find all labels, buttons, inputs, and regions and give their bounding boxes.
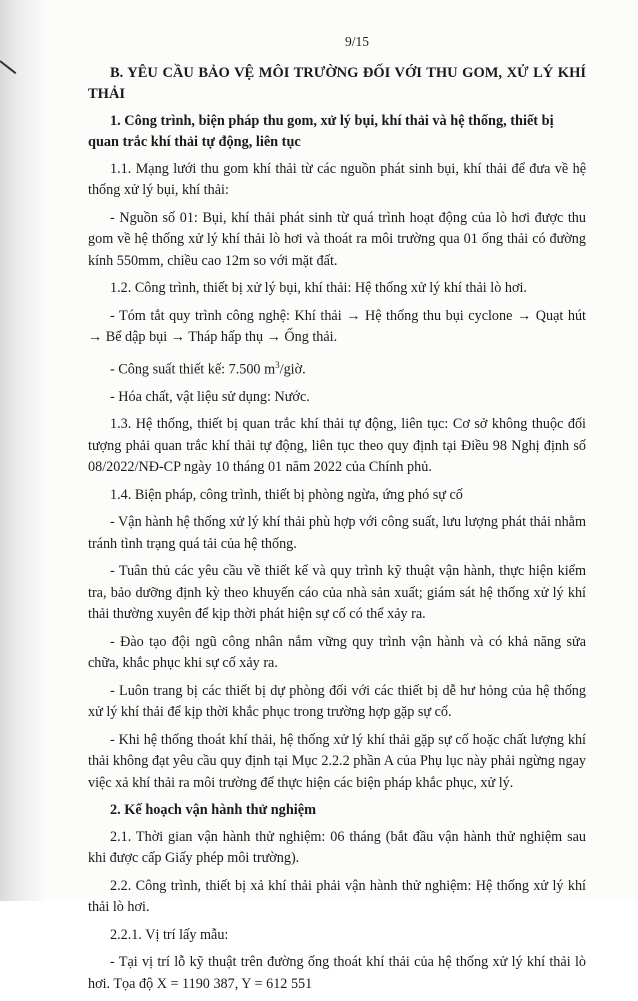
paragraph-1-2-chemicals: - Hóa chất, vật liệu sử dụng: Nước. (110, 388, 310, 405)
capacity-text: - Công suất thiết kế: 7.500 m (110, 361, 276, 378)
paragraph-1-4-c: - Đào tạo đội ngũ công nhân nắm vững quy trình vận hành và có khả năng sửa chữa, khắc phục khi sự cố xảy ra. (88, 633, 586, 672)
paragraph-1-4-b: - Tuân thủ các yêu cầu về thiết kế và quy trình kỹ thuật vận hành, thực hiện kiểm tra, bảo dưỡng định kỳ theo khuyến cáo của nhà sản xuất; giám sát hệ thống xử lý khí thải thường xuyên để kịp thời phát hiện sự cố có thể xảy ra. (88, 563, 586, 623)
paragraph-1-1-source: - Nguồn số 01: Bụi, khí thải phát sinh từ quá trình hoạt động của lò hơi được thu gom về hệ thống xử lý khí thải lò hơi và thoát ra môi trường qua 01 ống thải có đường kính 550mm, chiều cao 12m so với mặt đất. (88, 209, 586, 269)
paragraph-1-4: 1.4. Biện pháp, công trình, thiết bị phòng ngừa, ứng phó sự cố (110, 486, 463, 503)
page-number: 9/15 (344, 34, 369, 49)
capacity-unit: /giờ. (279, 361, 306, 378)
section-b-title: B. YÊU CẦU BẢO VỆ MÔI TRƯỜNG ĐỐI VỚI THU GOM, XỬ LÝ KHÍ THẢI (88, 64, 586, 102)
paragraph-2-2-1: 2.2.1. Vị trí lấy mẫu: (110, 926, 229, 943)
section-2-title: 2. Kế hoạch vận hành thử nghiệm (110, 802, 316, 819)
paragraph-2-1: 2.1. Thời gian vận hành thử nghiệm: 06 tháng (bắt đầu vận hành thử nghiệm sau khi được cấp Giấy phép môi trường). (88, 828, 586, 867)
scan-edge-shadow (0, 0, 44, 901)
capacity-superscript: 3 (275, 359, 280, 370)
paragraph-1-3: 1.3. Hệ thống, thiết bị quan trắc khí thải tự động, liên tục: Cơ sở không thuộc đối tượng phải quan trắc khí thải tự động, liên tục theo quy định tại Điều 98 Nghị định số 08/2022/NĐ-CP ngày 10 tháng 01 năm 2022 của Chính phủ. (88, 416, 586, 476)
paragraph-2-2: 2.2. Công trình, thiết bị xả khí thải phải vận hành thử nghiệm: Hệ thống xử lý khí thải lò hơi. (88, 877, 586, 916)
document-body (88, 31, 586, 1001)
section-1-title: 1. Công trình, biện pháp thu gom, xử lý bụi, khí thải và hệ thống, thiết bị quan trắc khí thải tự động, liên tục (88, 112, 554, 150)
paragraph-1-2: 1.2. Công trình, thiết bị xử lý bụi, khí thải: Hệ thống xử lý khí thải lò hơi. (110, 280, 527, 296)
paragraph-1-4-d: - Luôn trang bị các thiết bị dự phòng đối với các thiết bị dễ hư hỏng của hệ thống xử lý khí thải để kịp thời khắc phục trong trường hợp gặp sự cố. (88, 682, 586, 721)
paragraph-1-4-e: - Khi hệ thống thoát khí thải, hệ thống xử lý khí thải gặp sự cố hoặc chất lượng khí thải không đạt yêu cầu quy định tại Mục 2.2.2 phần A của Phụ lục này phải ngừng ngay việc xả khí thải ra môi trường để thực hiện các biện pháp khắc phục, xử lý. (88, 731, 586, 791)
paragraph-2-2-1-a: - Tại vị trí lỗ kỹ thuật trên đường ống thoát khí thải của hệ thống xử lý khí thải lò hơi. Tọa độ X = 1190 387, Y = 612 551 (88, 954, 586, 992)
paragraph-1-2-capacity (88, 355, 586, 381)
paragraph-1-2-process: - Tóm tắt quy trình công nghệ: Khí thải → Hệ thống thu bụi cyclone → Quạt hút → Bể dập bụi → Tháp hấp thụ → Ống thải. (88, 307, 586, 345)
paragraph-1-4-a: - Vận hành hệ thống xử lý khí thải phù hợp với công suất, lưu lượng phát thải nhằm tránh tình trạng quá tải của hệ thống. (88, 514, 586, 552)
paragraph-1-1: 1.1. Mạng lưới thu gom khí thải từ các nguồn phát sinh bụi, khí thải để đưa về hệ thống xử lý bụi, khí thải: (88, 160, 586, 198)
